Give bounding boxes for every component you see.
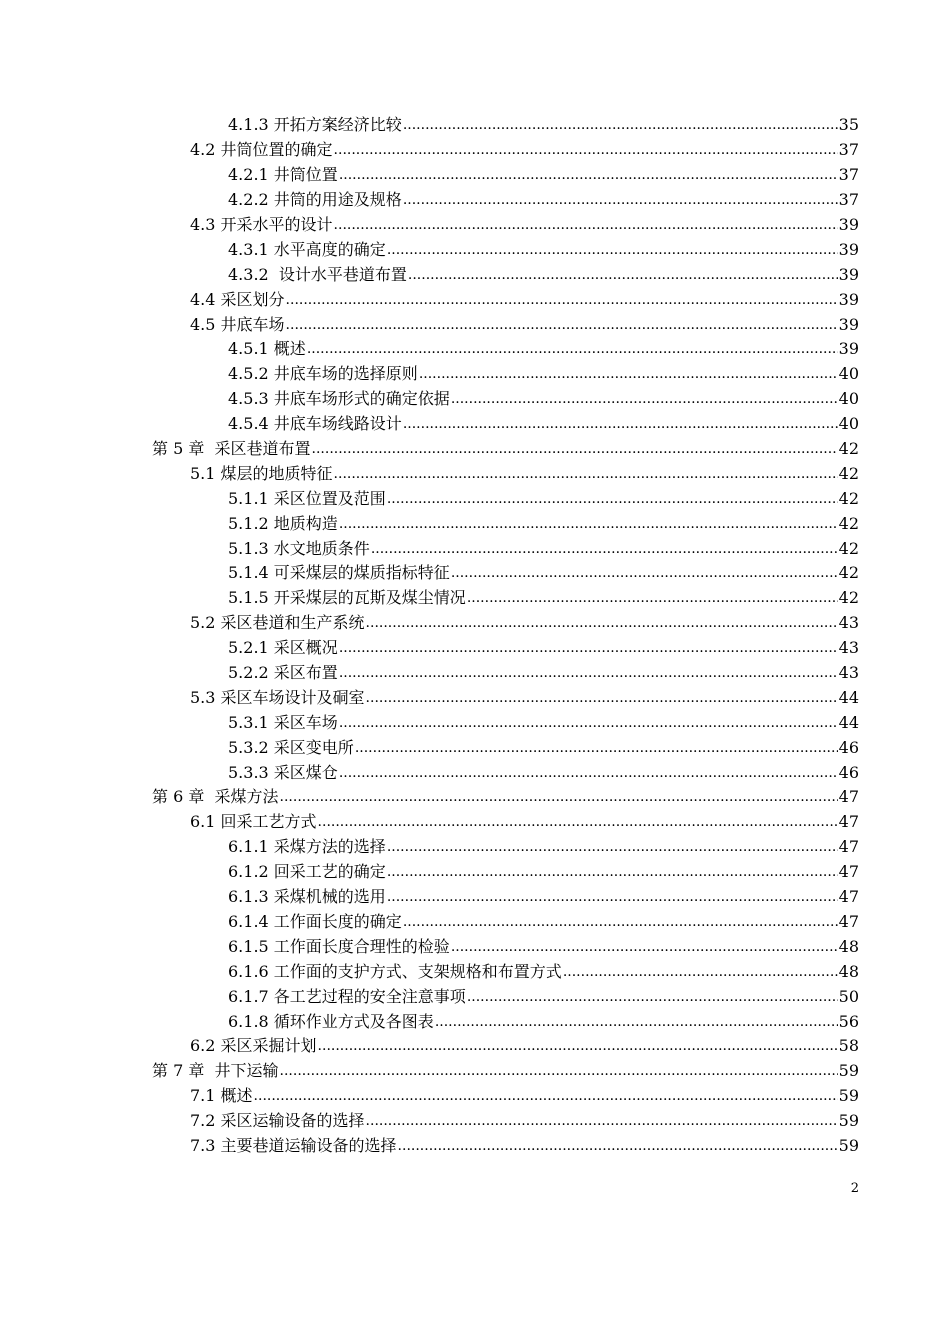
- toc-entry[interactable]: [0, 312, 950, 337]
- toc-dot-leader: [398, 1134, 838, 1158]
- toc-entry-title: 第 7 章 井下运输: [152, 1061, 279, 1081]
- toc-entry-title: 6.1.2 回采工艺的确定: [228, 862, 386, 882]
- toc-entry-page: 47: [838, 911, 859, 931]
- toc-entry[interactable]: [0, 760, 950, 785]
- toc-entry-title: 5.3.2 采区变电所: [228, 737, 354, 757]
- toc-entry-title: 7.2 采区运输设备的选择: [190, 1111, 365, 1131]
- toc-entry-page: 40: [838, 414, 859, 434]
- toc-entry-title: 4.1.3 开拓方案经济比较: [228, 115, 402, 135]
- toc-entry[interactable]: [0, 636, 950, 661]
- toc-entry-title: 6.1 回采工艺方式: [190, 812, 317, 832]
- toc-entry[interactable]: [0, 113, 950, 138]
- toc-dot-leader: [387, 487, 838, 511]
- toc-entry-page: 59: [838, 1061, 859, 1081]
- toc-entry-title: 4.5.1 概述: [228, 339, 306, 359]
- toc-entry-page: 43: [838, 613, 859, 633]
- toc-entry[interactable]: [0, 835, 950, 860]
- toc-dot-leader: [403, 910, 838, 934]
- toc-entry[interactable]: [0, 1034, 950, 1059]
- toc-dot-leader: [355, 736, 838, 760]
- toc-dot-leader: [307, 337, 838, 361]
- toc-dot-leader: [371, 537, 838, 561]
- toc-entry-page: 39: [838, 289, 859, 309]
- toc-entry[interactable]: [0, 661, 950, 686]
- toc-entry-title: 6.1.5 工作面长度合理性的检验: [228, 936, 450, 956]
- toc-entry-page: 58: [838, 1036, 859, 1056]
- toc-dot-leader: [451, 387, 838, 411]
- toc-entry-title: 4.2 井筒位置的确定: [190, 140, 333, 160]
- toc-entry[interactable]: [0, 387, 950, 412]
- toc-dot-leader: [403, 412, 838, 436]
- toc-entry-page: 39: [838, 314, 859, 334]
- toc-entry[interactable]: [0, 1009, 950, 1034]
- toc-entry-page: 42: [838, 439, 859, 459]
- toc-entry[interactable]: [0, 163, 950, 188]
- toc-dot-leader: [419, 362, 838, 386]
- toc-entry-page: 47: [838, 787, 859, 807]
- toc-entry-title: 4.3.1 水平高度的确定: [228, 239, 386, 259]
- toc-entry-page: 46: [838, 762, 859, 782]
- toc-entry-title: 5.2.1 采区概况: [228, 638, 338, 658]
- toc-entry[interactable]: [0, 885, 950, 910]
- toc-entry-title: 6.1.7 各工艺过程的安全注意事项: [228, 986, 466, 1006]
- toc-dot-leader: [467, 985, 838, 1009]
- toc-entry-page: 59: [838, 1111, 859, 1131]
- toc-entry-title: 4.5 井底车场: [190, 314, 285, 334]
- toc-dot-leader: [339, 636, 838, 660]
- toc-entry[interactable]: [0, 1134, 950, 1159]
- toc-dot-leader: [339, 761, 838, 785]
- toc-entry-page: 39: [838, 264, 859, 284]
- toc-entry[interactable]: [0, 188, 950, 213]
- toc-entry-title: 7.3 主要巷道运输设备的选择: [190, 1135, 397, 1155]
- toc-dot-leader: [366, 686, 838, 710]
- toc-dot-leader: [408, 263, 838, 287]
- toc-entry[interactable]: [0, 486, 950, 511]
- toc-entry-title: 6.1.6 工作面的支护方式、支架规格和布置方式: [228, 961, 562, 981]
- toc-dot-leader: [403, 113, 838, 137]
- toc-entry[interactable]: [0, 1109, 950, 1134]
- toc-entry[interactable]: [0, 735, 950, 760]
- toc-entry-page: 47: [838, 812, 859, 832]
- toc-entry-page: 48: [838, 961, 859, 981]
- toc-entry-page: 40: [838, 364, 859, 384]
- toc-entry-page: 37: [838, 190, 859, 210]
- toc-entry-title: 5.3.1 采区车场: [228, 712, 338, 732]
- toc-entry-page: 47: [838, 887, 859, 907]
- toc-entry-title: 6.1.1 采煤方法的选择: [228, 837, 386, 857]
- toc-entry-page: 50: [838, 986, 859, 1006]
- toc-dot-leader: [286, 313, 838, 337]
- toc-dot-leader: [286, 288, 838, 312]
- toc-dot-leader: [334, 462, 838, 486]
- toc-entry[interactable]: [0, 860, 950, 885]
- toc-entry[interactable]: [0, 561, 950, 586]
- toc-dot-leader: [451, 935, 838, 959]
- toc-entry-page: 44: [838, 687, 859, 707]
- toc-entry[interactable]: [0, 934, 950, 959]
- toc-entry-title: 6.1.8 循环作业方式及各图表: [228, 1011, 434, 1031]
- toc-entry[interactable]: [0, 437, 950, 462]
- toc-entry[interactable]: [0, 262, 950, 287]
- toc-entry-title: 4.3.2 设计水平巷道布置: [228, 264, 407, 284]
- toc-entry[interactable]: [0, 536, 950, 561]
- toc-entry-title: 4.2.2 井筒的用途及规格: [228, 190, 402, 210]
- toc-entry-title: 5.1.5 开采煤层的瓦斯及煤尘情况: [228, 588, 466, 608]
- toc-entry-page: 48: [838, 936, 859, 956]
- toc-dot-leader: [280, 1059, 838, 1083]
- toc-entry-page: 47: [838, 837, 859, 857]
- toc-dot-leader: [339, 512, 838, 536]
- toc-entry[interactable]: [0, 511, 950, 536]
- toc-entry[interactable]: [0, 138, 950, 163]
- toc-dot-leader: [451, 561, 838, 585]
- toc-entry[interactable]: [0, 237, 950, 262]
- toc-dot-leader: [254, 1084, 838, 1108]
- toc-entry-title: 6.1.4 工作面长度的确定: [228, 911, 402, 931]
- toc-entry-page: 40: [838, 389, 859, 409]
- toc-entry-page: 44: [838, 712, 859, 732]
- toc-entry-page: 43: [838, 663, 859, 683]
- toc-entry[interactable]: [0, 287, 950, 312]
- toc-entry-title: 4.5.4 井底车场线路设计: [228, 414, 402, 434]
- toc-entry[interactable]: [0, 611, 950, 636]
- toc-dot-leader: [387, 885, 838, 909]
- toc-dot-leader: [318, 1034, 838, 1058]
- toc-entry-title: 5.3.3 采区煤仓: [228, 762, 338, 782]
- toc-entry-title: 7.1 概述: [190, 1086, 253, 1106]
- toc-entry[interactable]: [0, 213, 950, 238]
- toc-entry[interactable]: [0, 810, 950, 835]
- toc-entry[interactable]: [0, 785, 950, 810]
- toc-dot-leader: [280, 785, 838, 809]
- toc-entry[interactable]: [0, 337, 950, 362]
- toc-entry-page: 42: [838, 488, 859, 508]
- toc-entry-title: 5.1.2 地质构造: [228, 513, 338, 533]
- toc-dot-leader: [318, 810, 838, 834]
- toc-dot-leader: [563, 960, 838, 984]
- toc-dot-leader: [387, 835, 838, 859]
- toc-entry-title: 5.3 采区车场设计及硐室: [190, 687, 365, 707]
- toc-entry-title: 4.4 采区划分: [190, 289, 285, 309]
- toc-entry-page: 37: [838, 165, 859, 185]
- toc-entry[interactable]: [0, 984, 950, 1009]
- toc-entry-page: 42: [838, 563, 859, 583]
- toc-entry-page: 39: [838, 239, 859, 259]
- toc-entry-title: 5.1.1 采区位置及范围: [228, 488, 386, 508]
- toc-entry-page: 42: [838, 538, 859, 558]
- toc-entry-title: 6.1.3 采煤机械的选用: [228, 887, 386, 907]
- toc-entry[interactable]: [0, 586, 950, 611]
- toc-entry-title: 4.3 开采水平的设计: [190, 215, 333, 234]
- toc-dot-leader: [387, 860, 838, 884]
- toc-entry-page: 35: [838, 115, 859, 135]
- toc-entry[interactable]: [0, 710, 950, 735]
- toc-dot-leader: [435, 1010, 838, 1034]
- toc-dot-leader: [339, 163, 838, 187]
- toc-entry-title: 5.1 煤层的地质特征: [190, 463, 333, 483]
- toc-entry[interactable]: [0, 461, 950, 486]
- toc-entry-title: 第 6 章 采煤方法: [152, 787, 279, 807]
- toc-entry[interactable]: [0, 959, 950, 984]
- toc-dot-leader: [366, 611, 838, 635]
- toc-entry-page: 39: [838, 339, 859, 359]
- toc-entry-page: 59: [838, 1086, 859, 1106]
- toc-entry[interactable]: [0, 1059, 950, 1084]
- toc-entry-page: 42: [838, 513, 859, 533]
- toc-entry-page: 59: [838, 1135, 859, 1155]
- toc-entry[interactable]: [0, 910, 950, 935]
- toc-entry-title: 4.5.3 井底车场形式的确定依据: [228, 389, 450, 409]
- toc-entry-page: 46: [838, 737, 859, 757]
- toc-entry-title: 6.2 采区采掘计划: [190, 1036, 317, 1056]
- toc-dot-leader: [366, 1109, 838, 1133]
- page-number: 2: [850, 1181, 859, 1196]
- toc-entry-page: 43: [838, 638, 859, 658]
- toc-entry[interactable]: [0, 362, 950, 387]
- toc-entry-title: 5.2 采区巷道和生产系统: [190, 613, 365, 633]
- toc-dot-leader: [339, 711, 838, 735]
- toc-entry[interactable]: [0, 1084, 950, 1109]
- toc-entry-page: 42: [838, 463, 859, 483]
- toc-dot-leader: [467, 586, 838, 610]
- toc-entry-page: 47: [838, 862, 859, 882]
- toc-dot-leader: [334, 213, 838, 237]
- toc-entry-title: 5.1.4 可采煤层的煤质指标特征: [228, 563, 450, 583]
- toc-dot-leader: [312, 437, 838, 461]
- toc-entry[interactable]: [0, 685, 950, 710]
- toc-entry-title: 5.2.2 采区布置: [228, 663, 338, 683]
- toc-entry-page: 42: [838, 588, 859, 608]
- toc-entry-page: 56: [838, 1011, 859, 1031]
- toc-entry-title: 5.1.3 水文地质条件: [228, 538, 370, 558]
- toc-dot-leader: [339, 661, 838, 685]
- toc-entry-page: 39: [838, 215, 859, 234]
- toc-entry[interactable]: [0, 412, 950, 437]
- table-of-contents: [0, 113, 950, 1158]
- toc-dot-leader: [403, 188, 838, 212]
- toc-dot-leader: [387, 238, 838, 262]
- toc-entry-title: 4.2.1 井筒位置: [228, 165, 338, 185]
- toc-dot-leader: [334, 138, 838, 162]
- toc-entry-title: 4.5.2 井底车场的选择原则: [228, 364, 418, 384]
- toc-entry-page: 37: [838, 140, 859, 160]
- toc-entry-title: 第 5 章 采区巷道布置: [152, 439, 311, 459]
